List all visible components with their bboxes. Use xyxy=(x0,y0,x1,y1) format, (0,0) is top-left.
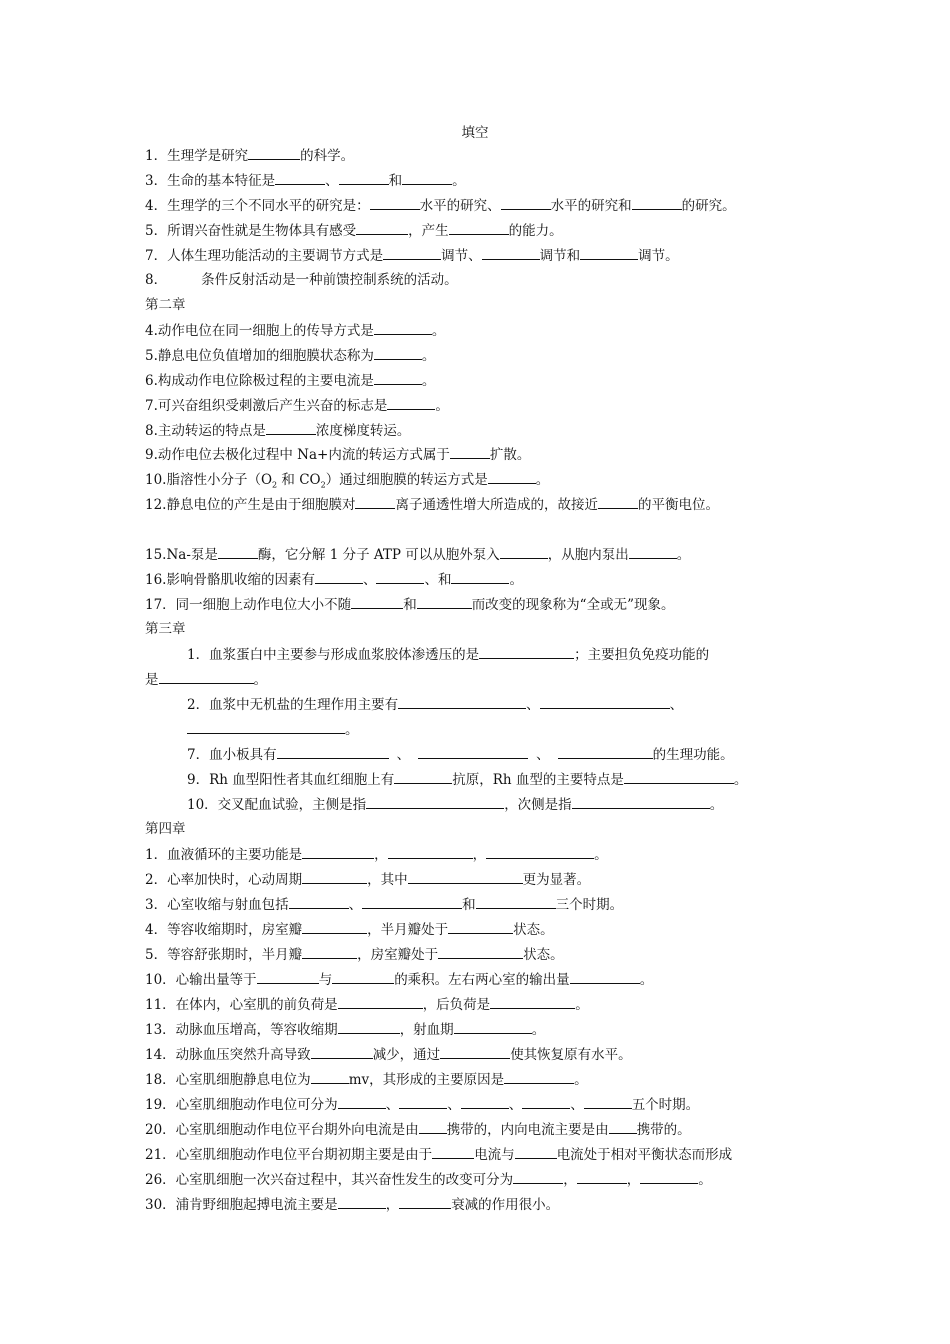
question-text: 水平的研究和 xyxy=(550,198,632,214)
question-text: 扩散。 xyxy=(489,447,531,463)
question-text: 浓度梯度转运。 xyxy=(315,423,411,439)
question-1-4 xyxy=(145,196,736,215)
answer-blank[interactable] xyxy=(311,1070,349,1084)
question-text: 7．人体生理功能活动的主要调节方式是 xyxy=(145,248,384,264)
answer-blank[interactable] xyxy=(609,1120,637,1134)
question-text: 酶，它分解 1 分子 ATP 可以从胞外泵入 xyxy=(257,547,500,563)
question-text: 和 CO xyxy=(277,472,321,488)
question-text: 15.Na-泵是 xyxy=(145,547,218,563)
question-text: 。 xyxy=(535,472,550,488)
answer-blank[interactable] xyxy=(448,920,513,934)
question-text: 14．动脉血压突然升高导致 xyxy=(145,1047,311,1063)
question-text: 17．同一细胞上动作电位大小不随 xyxy=(145,597,352,613)
question-3-10 xyxy=(187,795,723,814)
question-text: 5．所谓兴奋性就是生物体具有感受 xyxy=(145,223,357,239)
question-text: 电流处于相对平衡状态而形成 xyxy=(556,1147,733,1163)
question-text: 26．心室肌细胞一次兴奋过程中，其兴奋性发生的改变可分为 xyxy=(145,1172,514,1188)
question-text: 7．血小板具有 xyxy=(187,747,277,763)
question-text: 、 xyxy=(385,1097,400,1113)
question-4-2 xyxy=(145,870,590,889)
question-text: 4.动作电位在同一细胞上的传导方式是 xyxy=(145,323,374,339)
question-text: 与 xyxy=(318,972,333,988)
chapter-4-heading: 第四章 xyxy=(145,821,186,837)
answer-blank[interactable] xyxy=(388,845,473,859)
question-text: 19．心室肌细胞动作电位可分为 xyxy=(145,1097,338,1113)
question-text: 。 xyxy=(639,972,654,988)
answer-blank[interactable] xyxy=(338,1095,386,1109)
question-text: 、 xyxy=(669,697,684,713)
answer-blank[interactable] xyxy=(570,970,640,984)
answer-blank[interactable] xyxy=(366,795,504,809)
answer-blank[interactable] xyxy=(629,545,677,559)
question-text: 状态。 xyxy=(523,947,564,963)
answer-blank[interactable] xyxy=(501,196,551,210)
answer-blank[interactable] xyxy=(598,495,638,509)
question-text: ，次侧是指 xyxy=(504,797,572,813)
question-text: 减少，通过 xyxy=(372,1047,441,1063)
question-1-8 xyxy=(145,271,458,289)
answer-blank[interactable] xyxy=(584,1095,632,1109)
question-text: ， xyxy=(374,847,388,863)
question-text: 9.动作电位去极化过程中 Na+内流的转运方式属于 xyxy=(145,447,450,463)
answer-blank[interactable] xyxy=(398,695,526,709)
answer-blank[interactable] xyxy=(332,970,394,984)
question-text: 携带的，内向电流主要是由 xyxy=(446,1122,609,1138)
question-2-4 xyxy=(145,321,445,340)
question-4-21 xyxy=(145,1145,732,1164)
question-text: ，半月瓣处于 xyxy=(367,922,449,938)
question-4-14 xyxy=(145,1045,632,1064)
question-text: 。 xyxy=(509,572,523,588)
answer-blank[interactable] xyxy=(351,595,403,609)
answer-blank[interactable] xyxy=(461,1095,509,1109)
answer-blank[interactable] xyxy=(402,171,452,185)
question-3-9 xyxy=(187,770,747,789)
question-4-30 xyxy=(145,1195,559,1214)
question-text: 和 xyxy=(462,897,476,913)
answer-blank[interactable] xyxy=(302,920,367,934)
question-3-2 xyxy=(187,695,683,714)
answer-blank[interactable] xyxy=(408,870,523,884)
answer-blank[interactable] xyxy=(159,670,254,684)
answer-blank[interactable] xyxy=(302,945,357,959)
question-text: 调节和 xyxy=(539,248,581,264)
question-text: 的研究。 xyxy=(681,198,736,214)
question-number: 8． xyxy=(145,272,168,288)
answer-blank[interactable] xyxy=(476,895,556,909)
question-3-1 xyxy=(187,645,709,664)
question-text: 离子通透性增大所造成的，故接近 xyxy=(395,497,598,513)
question-text: 。 xyxy=(574,1072,588,1088)
answer-blank[interactable] xyxy=(440,1045,510,1059)
question-2-8 xyxy=(145,421,410,440)
question-text: 2．血浆中无机盐的生理作用主要有 xyxy=(187,697,399,713)
question-text: ，其中 xyxy=(367,872,408,888)
question-text: 、 xyxy=(348,897,363,913)
question-text: ， xyxy=(626,1172,641,1188)
question-4-3 xyxy=(145,895,623,914)
answer-blank[interactable] xyxy=(311,1045,373,1059)
question-text: 和 xyxy=(403,597,417,613)
question-text: ，房室瓣处于 xyxy=(357,947,439,963)
answer-blank[interactable] xyxy=(454,1020,532,1034)
page-title: 填空 xyxy=(461,125,489,141)
answer-blank[interactable] xyxy=(488,470,536,484)
question-text: 。 xyxy=(435,398,449,414)
question-text: ， xyxy=(472,847,487,863)
chapter-3-heading: 第三章 xyxy=(145,621,186,637)
question-text: 调节。 xyxy=(638,248,679,264)
question-text: 。 xyxy=(676,547,691,563)
question-3-7 xyxy=(187,745,734,764)
answer-blank[interactable] xyxy=(374,321,432,335)
question-text: ，从胞内泵出 xyxy=(547,547,629,563)
answer-blank[interactable] xyxy=(486,845,594,859)
answer-blank[interactable] xyxy=(266,421,316,435)
question-1-7 xyxy=(145,246,679,265)
question-text: mv，其形成的主要原因是 xyxy=(348,1072,505,1088)
answer-blank[interactable] xyxy=(438,945,523,959)
answer-blank[interactable] xyxy=(338,1020,400,1034)
question-4-26 xyxy=(145,1170,712,1189)
question-4-5 xyxy=(145,945,564,964)
question-2-12 xyxy=(145,495,719,514)
answer-blank[interactable] xyxy=(339,171,389,185)
subscript: 2 xyxy=(320,480,326,490)
answer-blank[interactable] xyxy=(302,845,374,859)
answer-blank[interactable] xyxy=(500,545,548,559)
question-text: 。 xyxy=(253,672,267,688)
answer-blank[interactable] xyxy=(418,745,528,759)
answer-blank[interactable] xyxy=(632,196,682,210)
answer-blank[interactable] xyxy=(540,695,670,709)
question-text: ，产生 xyxy=(408,223,449,239)
subscript: 2 xyxy=(272,480,278,490)
answer-blank[interactable] xyxy=(417,595,472,609)
chapter-2-heading: 第二章 xyxy=(145,297,186,313)
answer-blank[interactable] xyxy=(624,770,734,784)
question-text: ， xyxy=(563,1172,577,1188)
answer-blank[interactable] xyxy=(277,745,389,759)
question-2-15 xyxy=(145,545,690,564)
question-text: 、 xyxy=(570,1097,584,1113)
question-1-5 xyxy=(145,221,563,240)
question-text: 1．血浆蛋白中主要参与形成血浆胶体渗透压的是 xyxy=(187,647,480,663)
answer-blank[interactable] xyxy=(522,1095,570,1109)
question-4-13 xyxy=(145,1020,545,1039)
question-text: 30．浦肯野细胞起搏电流主要是 xyxy=(145,1197,338,1213)
answer-blank[interactable] xyxy=(394,770,452,784)
question-text: 20．心室肌细胞动作电位平台期外向电流是由 xyxy=(145,1122,419,1138)
question-2-6 xyxy=(145,371,435,390)
question-text: 。 xyxy=(421,348,436,364)
question-text: 4．生理学的三个不同水平的研究是： xyxy=(145,198,370,214)
question-text: 的生理功能。 xyxy=(652,747,734,763)
question-4-11 xyxy=(145,995,589,1014)
answer-blank[interactable] xyxy=(504,1070,574,1084)
question-text: 4．等容收缩期时，房室瓣 xyxy=(145,922,303,938)
answer-blank[interactable] xyxy=(419,1120,447,1134)
answer-blank[interactable] xyxy=(257,970,319,984)
question-2-7 xyxy=(145,396,449,415)
question-text: 、 xyxy=(536,747,550,763)
answer-blank[interactable] xyxy=(482,246,540,260)
question-text: 10．心输出量等于 xyxy=(145,972,257,988)
question-text: 1．血液循环的主要功能是 xyxy=(145,847,303,863)
question-text: 16.影响骨骼肌收缩的因素有 xyxy=(145,572,315,588)
question-text: 9．Rh 血型阳性者其血红细胞上有 xyxy=(187,772,395,788)
answer-blank[interactable] xyxy=(218,545,258,559)
question-4-4 xyxy=(145,920,554,939)
question-text: 。 xyxy=(431,323,446,339)
question-text: 的乘积。左右两心室的输出量 xyxy=(394,972,570,988)
answer-blank[interactable] xyxy=(399,1095,447,1109)
question-text: 。 xyxy=(421,373,436,389)
answer-blank[interactable] xyxy=(374,371,422,385)
question-4-10 xyxy=(145,970,653,989)
question-text: 8.主动转运的特点是 xyxy=(145,423,266,439)
answer-blank[interactable] xyxy=(490,995,575,1009)
question-text: 5.静息电位负值增加的细胞膜状态称为 xyxy=(145,348,374,364)
answer-blank[interactable] xyxy=(248,146,300,160)
question-text: 、 xyxy=(325,173,339,189)
question-4-18 xyxy=(145,1070,588,1089)
question-text: 5．等容舒张期时，半月瓣 xyxy=(145,947,303,963)
answer-blank[interactable] xyxy=(479,645,574,659)
question-text: 是 xyxy=(145,672,159,688)
answer-blank[interactable] xyxy=(515,1145,557,1159)
answer-blank[interactable] xyxy=(572,795,710,809)
question-text: 状态。 xyxy=(513,922,554,938)
answer-blank[interactable] xyxy=(374,346,422,360)
question-text: 、 xyxy=(447,1097,461,1113)
question-text: 6.构成动作电位除极过程的主要电流是 xyxy=(145,373,374,389)
question-text: 。 xyxy=(733,772,748,788)
answer-blank[interactable] xyxy=(362,895,462,909)
question-2-5 xyxy=(145,346,435,365)
question-text: 使其恢复原有水平。 xyxy=(510,1047,632,1063)
answer-blank[interactable] xyxy=(370,196,420,210)
question-text: 13．动脉血压增高，等容收缩期 xyxy=(145,1022,338,1038)
answer-blank[interactable] xyxy=(275,171,325,185)
answer-blank[interactable] xyxy=(577,1170,627,1184)
question-4-19 xyxy=(145,1095,699,1114)
question-text: 。 xyxy=(594,847,608,863)
answer-blank[interactable] xyxy=(355,495,395,509)
question-text: 10.脂溶性小分子（O xyxy=(145,472,273,488)
question-text: 调节、 xyxy=(441,248,482,264)
question-3-2-continued xyxy=(187,720,359,739)
question-text: ）通过细胞膜的转运方式是 xyxy=(325,472,488,488)
answer-blank[interactable] xyxy=(356,221,408,235)
question-text: 3．心室收缩与射血包括 xyxy=(145,897,289,913)
question-text: ，后负荷是 xyxy=(422,997,491,1013)
answer-blank[interactable] xyxy=(187,720,345,734)
question-text: ， xyxy=(385,1197,400,1213)
question-text: 、 xyxy=(362,572,377,588)
answer-blank[interactable] xyxy=(558,745,653,759)
answer-blank[interactable] xyxy=(302,870,367,884)
question-text: 条件反射活动是一种前馈控制系统的活动。 xyxy=(201,272,458,288)
answer-blank[interactable] xyxy=(387,396,435,410)
answer-blank[interactable] xyxy=(450,445,490,459)
answer-blank[interactable] xyxy=(338,995,423,1009)
question-text: 。 xyxy=(698,1172,712,1188)
question-text: 。 xyxy=(575,997,589,1013)
answer-blank[interactable] xyxy=(640,1170,698,1184)
question-text: 的平衡电位。 xyxy=(637,497,719,513)
question-text: 。 xyxy=(452,173,466,189)
question-2-10 xyxy=(145,470,549,495)
question-text: 三个时期。 xyxy=(555,897,624,913)
question-text: 3．生命的基本特征是 xyxy=(145,173,276,189)
question-text: 10．交叉配血试验，主侧是指 xyxy=(187,797,367,813)
question-1-3 xyxy=(145,171,466,190)
question-text: 的能力。 xyxy=(508,223,563,239)
answer-blank[interactable] xyxy=(432,1145,474,1159)
question-text: 。 xyxy=(531,1022,546,1038)
question-text: 而改变的现象称为“全或无”现象。 xyxy=(471,597,675,613)
question-2-16 xyxy=(145,570,523,589)
question-text: 1．生理学是研究 xyxy=(145,148,249,164)
question-text: 、 xyxy=(396,747,411,763)
question-text: 和 xyxy=(388,173,403,189)
answer-blank[interactable] xyxy=(399,1195,451,1209)
answer-blank[interactable] xyxy=(315,570,363,584)
question-text: 五个时期。 xyxy=(631,1097,700,1113)
question-text: 、和 xyxy=(424,572,452,588)
question-text: 携带的。 xyxy=(636,1122,691,1138)
question-text: ，射血期 xyxy=(399,1022,454,1038)
question-2-17 xyxy=(145,595,675,614)
question-text: ；主要担负免疫功能的 xyxy=(574,647,710,663)
question-text: 、 xyxy=(508,1097,523,1113)
question-text: 21．心室肌细胞动作电位平台期初期主要是由于 xyxy=(145,1147,433,1163)
question-text: 7.可兴奋组织受刺激后产生兴奋的标志是 xyxy=(145,398,388,414)
question-text: 。 xyxy=(345,722,359,738)
question-text: 电流与 xyxy=(474,1147,515,1163)
answer-blank[interactable] xyxy=(289,895,349,909)
question-2-9 xyxy=(145,445,530,464)
answer-blank[interactable] xyxy=(451,570,509,584)
question-text: 水平的研究、 xyxy=(419,198,501,214)
question-4-1 xyxy=(145,845,608,864)
question-4-20 xyxy=(145,1120,691,1139)
question-text: 的科学。 xyxy=(300,148,355,164)
answer-blank[interactable] xyxy=(580,246,638,260)
question-text: 12.静息电位的产生是由于细胞膜对 xyxy=(145,497,356,513)
question-1-1 xyxy=(145,146,354,165)
question-text: 11．在体内，心室肌的前负荷是 xyxy=(145,997,338,1013)
question-text: 更为显著。 xyxy=(522,872,591,888)
question-text: 2．心率加快时，心动周期 xyxy=(145,872,303,888)
answer-blank[interactable] xyxy=(449,221,509,235)
question-text: 。 xyxy=(709,797,724,813)
answer-blank[interactable] xyxy=(513,1170,563,1184)
question-text: 抗原，Rh 血型的主要特点是 xyxy=(452,772,624,788)
answer-blank[interactable] xyxy=(383,246,441,260)
answer-blank[interactable] xyxy=(338,1195,386,1209)
answer-blank[interactable] xyxy=(376,570,424,584)
question-3-1-continued xyxy=(145,670,267,689)
question-text: 、 xyxy=(526,697,540,713)
question-text: 18．心室肌细胞静息电位为 xyxy=(145,1072,311,1088)
question-text: 衰减的作用很小。 xyxy=(451,1197,560,1213)
